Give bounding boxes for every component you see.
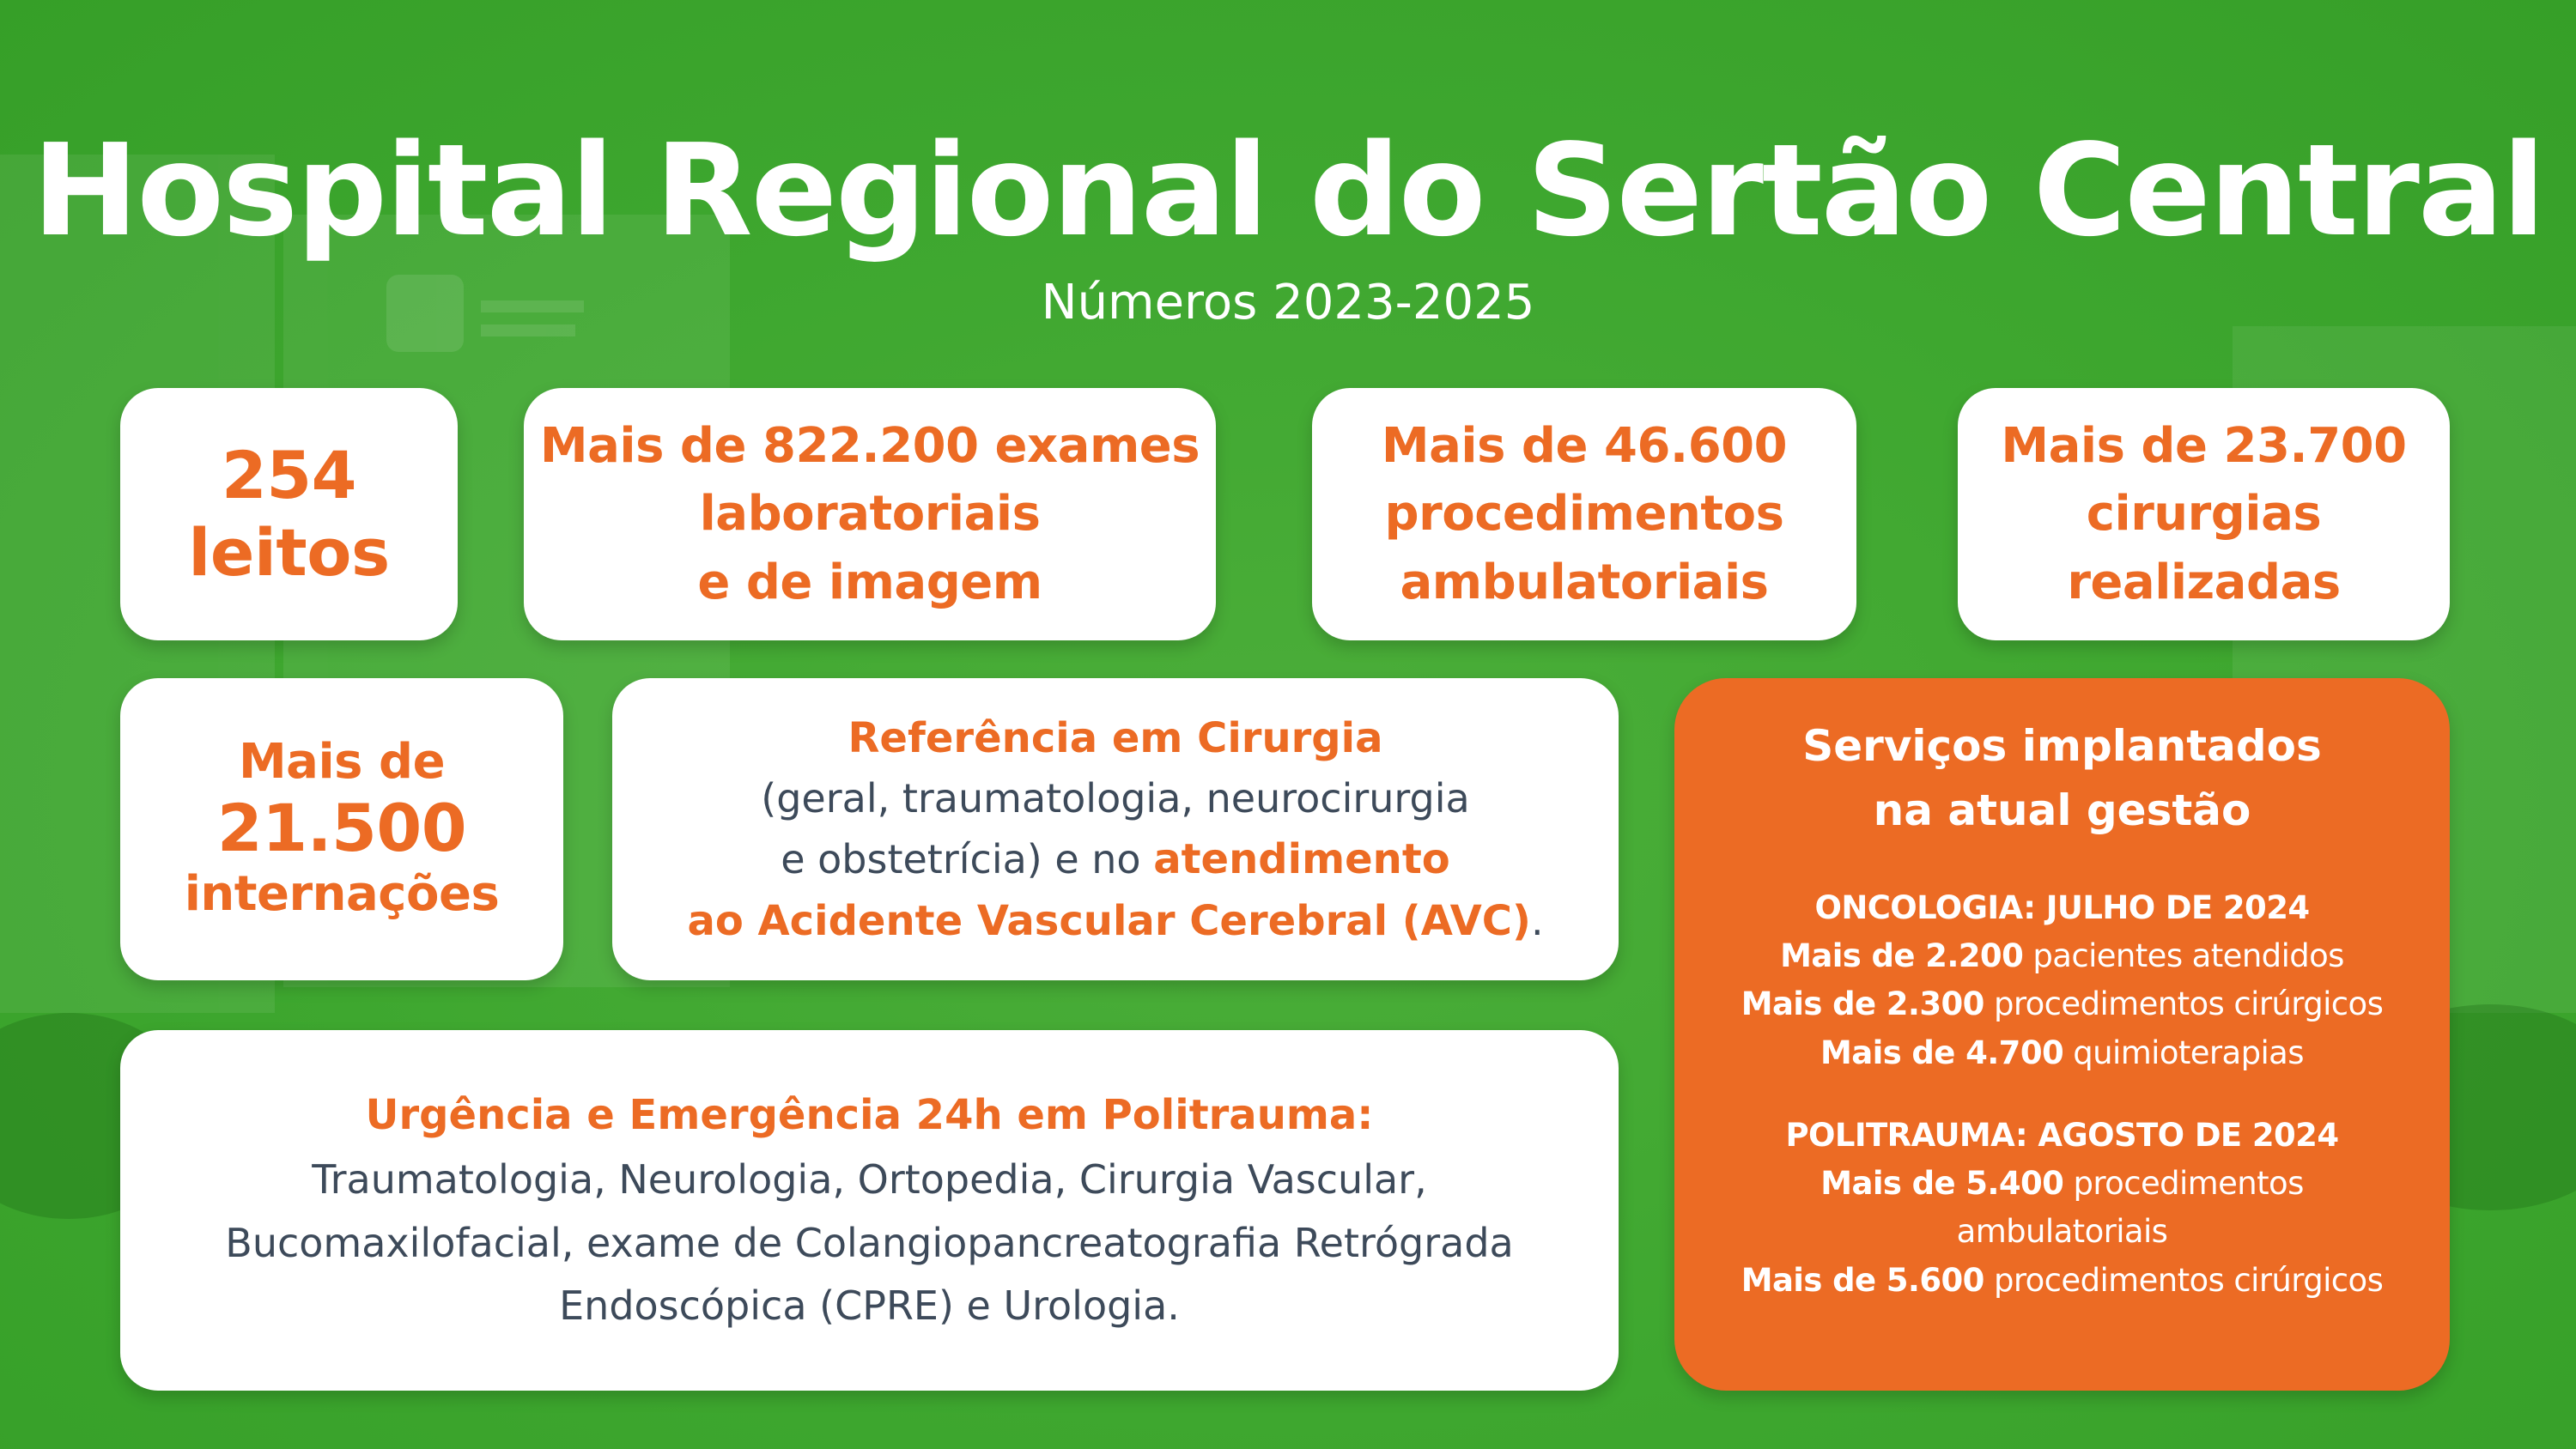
servicos-heading-line1: Serviços implantados [1802,721,2322,771]
oncologia-item-1-text: pacientes atendidos [2023,937,2344,975]
urgencia-line3: Endoscópica (CPRE) e Urologia. [559,1282,1180,1330]
referencia-line3 [687,890,1543,952]
politrauma-item-2-text: procedimentos cirúrgicos [1984,1261,2384,1299]
cirurgias-line2: cirurgias [2086,486,2322,543]
procedimentos-line3: ambulatoriais [1400,554,1769,610]
exames-line3: e de imagem [697,554,1042,610]
referencia-line2-highlight: atendimento [1153,834,1450,883]
politrauma-title: POLITRAUMA: AGOSTO DE 2024 [1785,1116,2339,1154]
internacoes-line1: Mais de [238,733,446,790]
oncologia-item-2-text: procedimentos cirúrgicos [1984,985,2384,1023]
politrauma-item-2 [1674,1257,2450,1305]
internacoes-line3: internações [184,866,500,923]
urgencia-card [120,1030,1619,1391]
exames-line2: laboratoriais [699,486,1041,543]
politrauma-item-1-text: procedimentos [2063,1165,2304,1203]
stat-card-leitos [120,388,458,640]
internacoes-number: 21.500 [216,789,467,866]
oncologia-item [1674,1029,2450,1077]
politrauma-item-1-value: Mais de 5.400 [1820,1165,2064,1203]
page-subtitle: Números 2023-2025 [1041,275,1535,330]
stat-card-procedimentos [1312,388,1856,640]
oncologia-item-2-value: Mais de 2.300 [1741,985,1984,1023]
urgencia-line2: Bucomaxilofacial, exame de Colangiopancreatografia Retrógrada [225,1219,1514,1266]
oncologia-item [1674,932,2450,980]
referencia-card [612,678,1619,980]
urgencia-heading: Urgência e Emergência 24h em Politrauma: [365,1091,1374,1140]
referencia-line3-period: . [1530,897,1544,944]
urgencia-line1: Traumatologia, Neurologia, Ortopedia, Cirurgia Vascular, [312,1156,1427,1203]
stat-card-exames [524,388,1216,640]
politrauma-item-1 [1674,1160,2450,1208]
servicos-heading-line2: na atual gestão [1873,785,2251,835]
referencia-heading: Referência em Cirurgia [848,713,1383,762]
referencia-line2-text: e obstetrícia) e no [781,835,1154,882]
oncologia-item-3-value: Mais de 4.700 [1820,1034,2064,1071]
procedimentos-line2: procedimentos [1384,486,1784,543]
exames-line1: Mais de 822.200 exames [539,417,1200,474]
cirurgias-line1: Mais de 23.700 [2001,417,2407,474]
page-title: Hospital Regional do Sertão Central [32,117,2544,264]
stat-card-cirurgias [1958,388,2450,640]
leitos-number: 254 [221,437,357,514]
servicos-card [1674,678,2450,1391]
oncologia-item-1-value: Mais de 2.200 [1780,937,2024,975]
referencia-line1: (geral, traumatologia, neurocirurgia [761,774,1470,822]
oncologia-item-3-text: quimioterapias [2063,1034,2304,1071]
referencia-line3-highlight: ao Acidente Vascular Cerebral (AVC) [687,896,1531,945]
politrauma-item-1-continued: ambulatoriais [1956,1213,2168,1251]
procedimentos-line1: Mais de 46.600 [1381,417,1788,474]
cirurgias-line3: realizadas [2067,554,2341,610]
referencia-line2 [781,828,1450,890]
oncologia-item [1674,980,2450,1028]
oncologia-title: ONCOLOGIA: JULHO DE 2024 [1814,889,2310,926]
stat-card-internacoes [120,678,563,980]
politrauma-item-2-value: Mais de 5.600 [1741,1261,1984,1299]
leitos-label: leitos [188,514,390,591]
